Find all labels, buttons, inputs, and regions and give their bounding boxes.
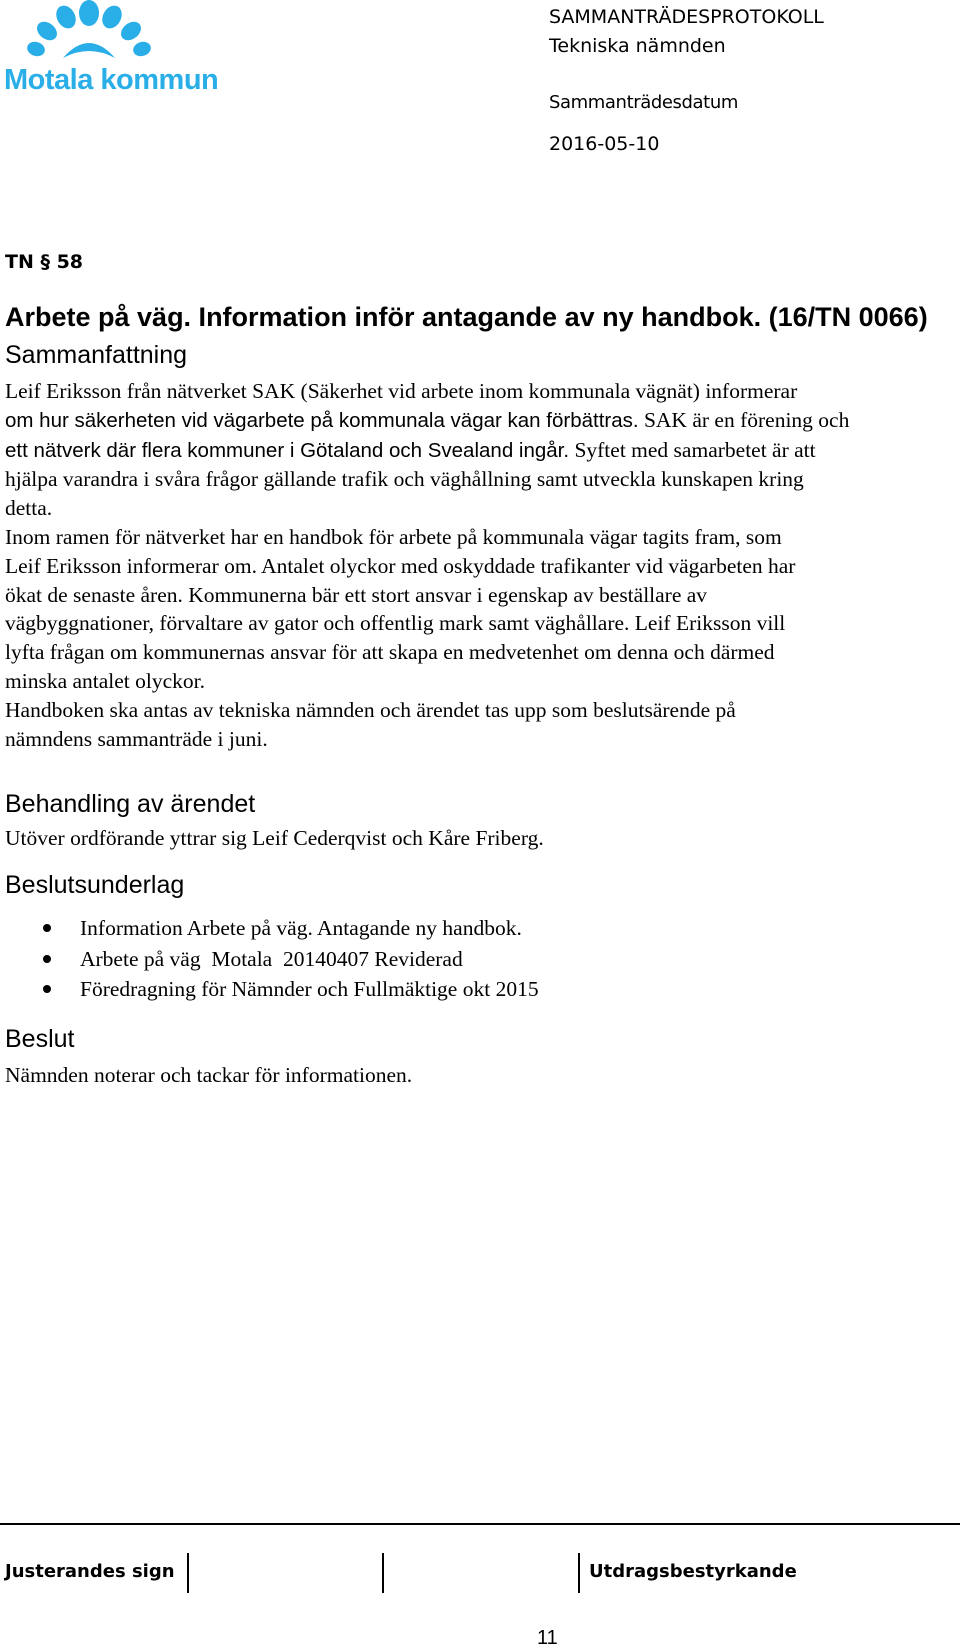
- bullet-icon: [43, 924, 51, 932]
- logo-text: Motala kommun: [4, 64, 219, 96]
- decision-line: Nämnden noterar och tackar för informationen.: [5, 1063, 413, 1087]
- section-code: TN § 58: [5, 251, 84, 273]
- handling-text: [5, 824, 955, 853]
- sign-box-divider: [382, 1553, 384, 1593]
- basis-list: [0, 913, 539, 1005]
- document-type: SAMMANTRÄDESPROTOKOLL: [549, 6, 824, 28]
- summary-p1-line-2: [5, 406, 955, 436]
- basis-item-2: Arbete på väg Motala 20140407 Reviderad: [80, 946, 463, 971]
- bullet-icon: [43, 985, 51, 993]
- extract-label: Utdragsbestyrkande: [589, 1561, 797, 1582]
- summary-p1-line-5: detta.: [5, 496, 53, 521]
- basis-item-1: Information Arbete på väg. Antagande ny handbok.: [80, 916, 522, 940]
- list-item: [0, 944, 539, 975]
- handling-line: Utöver ordförande yttrar sig Leif Cederqvist och Kåre Friberg.: [5, 826, 544, 850]
- handling-heading: Behandling av ärendet: [5, 790, 256, 818]
- summary-paragraph-1: [5, 377, 955, 523]
- sign-box-divider: [578, 1553, 580, 1593]
- summary-p1-line-2-a: om hur säkerheten vid vägarbete på kommunala vägar kan förbättras.: [5, 408, 639, 432]
- summary-p1-line-1: Leif Eriksson från nätverket SAK (Säkerhet vid arbete inom kommunala vägnät) informerar: [5, 379, 798, 403]
- meeting-date-label: Sammanträdesdatum: [549, 92, 738, 113]
- summary-p2-line-3: ökat de senaste åren. Kommunerna bär ett stort ansvar i egenskap av beställare av: [5, 582, 708, 607]
- summary-p1-line-3-b: Syftet med samarbetet är att: [569, 437, 816, 462]
- decision-heading: Beslut: [5, 1025, 75, 1053]
- page-number: 11: [537, 1627, 558, 1649]
- summary-heading: Sammanfattning: [5, 341, 188, 369]
- summary-paragraph-2: [5, 523, 955, 696]
- summary-p3-line-1: Handboken ska antas av tekniska nämnden och ärendet tas upp som beslutsärende på: [5, 697, 736, 722]
- summary-p2-line-2: Leif Eriksson informerar om. Antalet olyckor med oskyddade trafikanter vid vägarbeten har: [5, 553, 796, 578]
- bullet-icon: [43, 955, 51, 963]
- summary-p1-line-3-a: ett nätverk där flera kommuner i Götaland och Svealand ingår.: [5, 438, 570, 462]
- page-title: Arbete på väg. Information inför antagande av ny handbok. (16/TN 0066): [5, 302, 928, 332]
- sign-label: Justerandes sign: [5, 1561, 175, 1582]
- meeting-date: 2016-05-10: [549, 133, 660, 155]
- list-item: [0, 974, 539, 1005]
- basis-heading: Beslutsunderlag: [5, 871, 185, 899]
- list-item: [0, 913, 539, 944]
- summary-p2-line-1: Inom ramen för nätverket har en handbok för arbete på kommunala vägar tagits fram, som: [5, 524, 782, 549]
- basis-item-3: Föredragning för Nämnder och Fullmäktige okt 2015: [80, 977, 539, 1001]
- footer-divider: [0, 1523, 960, 1525]
- summary-p1-line-4: hjälpa varandra i svåra frågor gällande trafik och väghållning samt utveckla kunskapen kring: [5, 467, 804, 492]
- summary-p2-line-4: vägbyggnationer, förvaltare av gator och offentlig mark samt väghållare. Leif Eriksson vill: [5, 611, 786, 636]
- board-name: Tekniska nämnden: [549, 35, 726, 57]
- decision-text: [5, 1061, 955, 1090]
- summary-text: [5, 377, 955, 753]
- summary-p3-line-2: nämndens sammanträde i juni.: [5, 726, 268, 751]
- sign-box-divider: [187, 1553, 189, 1593]
- summary-p2-line-5: lyfta frågan om kommunernas ansvar för att skapa en medvetenhet om denna och därmed: [5, 640, 775, 665]
- summary-p1-line-2-b: SAK är en förening och: [638, 407, 850, 432]
- summary-p1-line-3: [5, 436, 955, 466]
- summary-p2-line-6: minska antalet olyckor.: [5, 668, 206, 693]
- summary-paragraph-3: [5, 696, 955, 754]
